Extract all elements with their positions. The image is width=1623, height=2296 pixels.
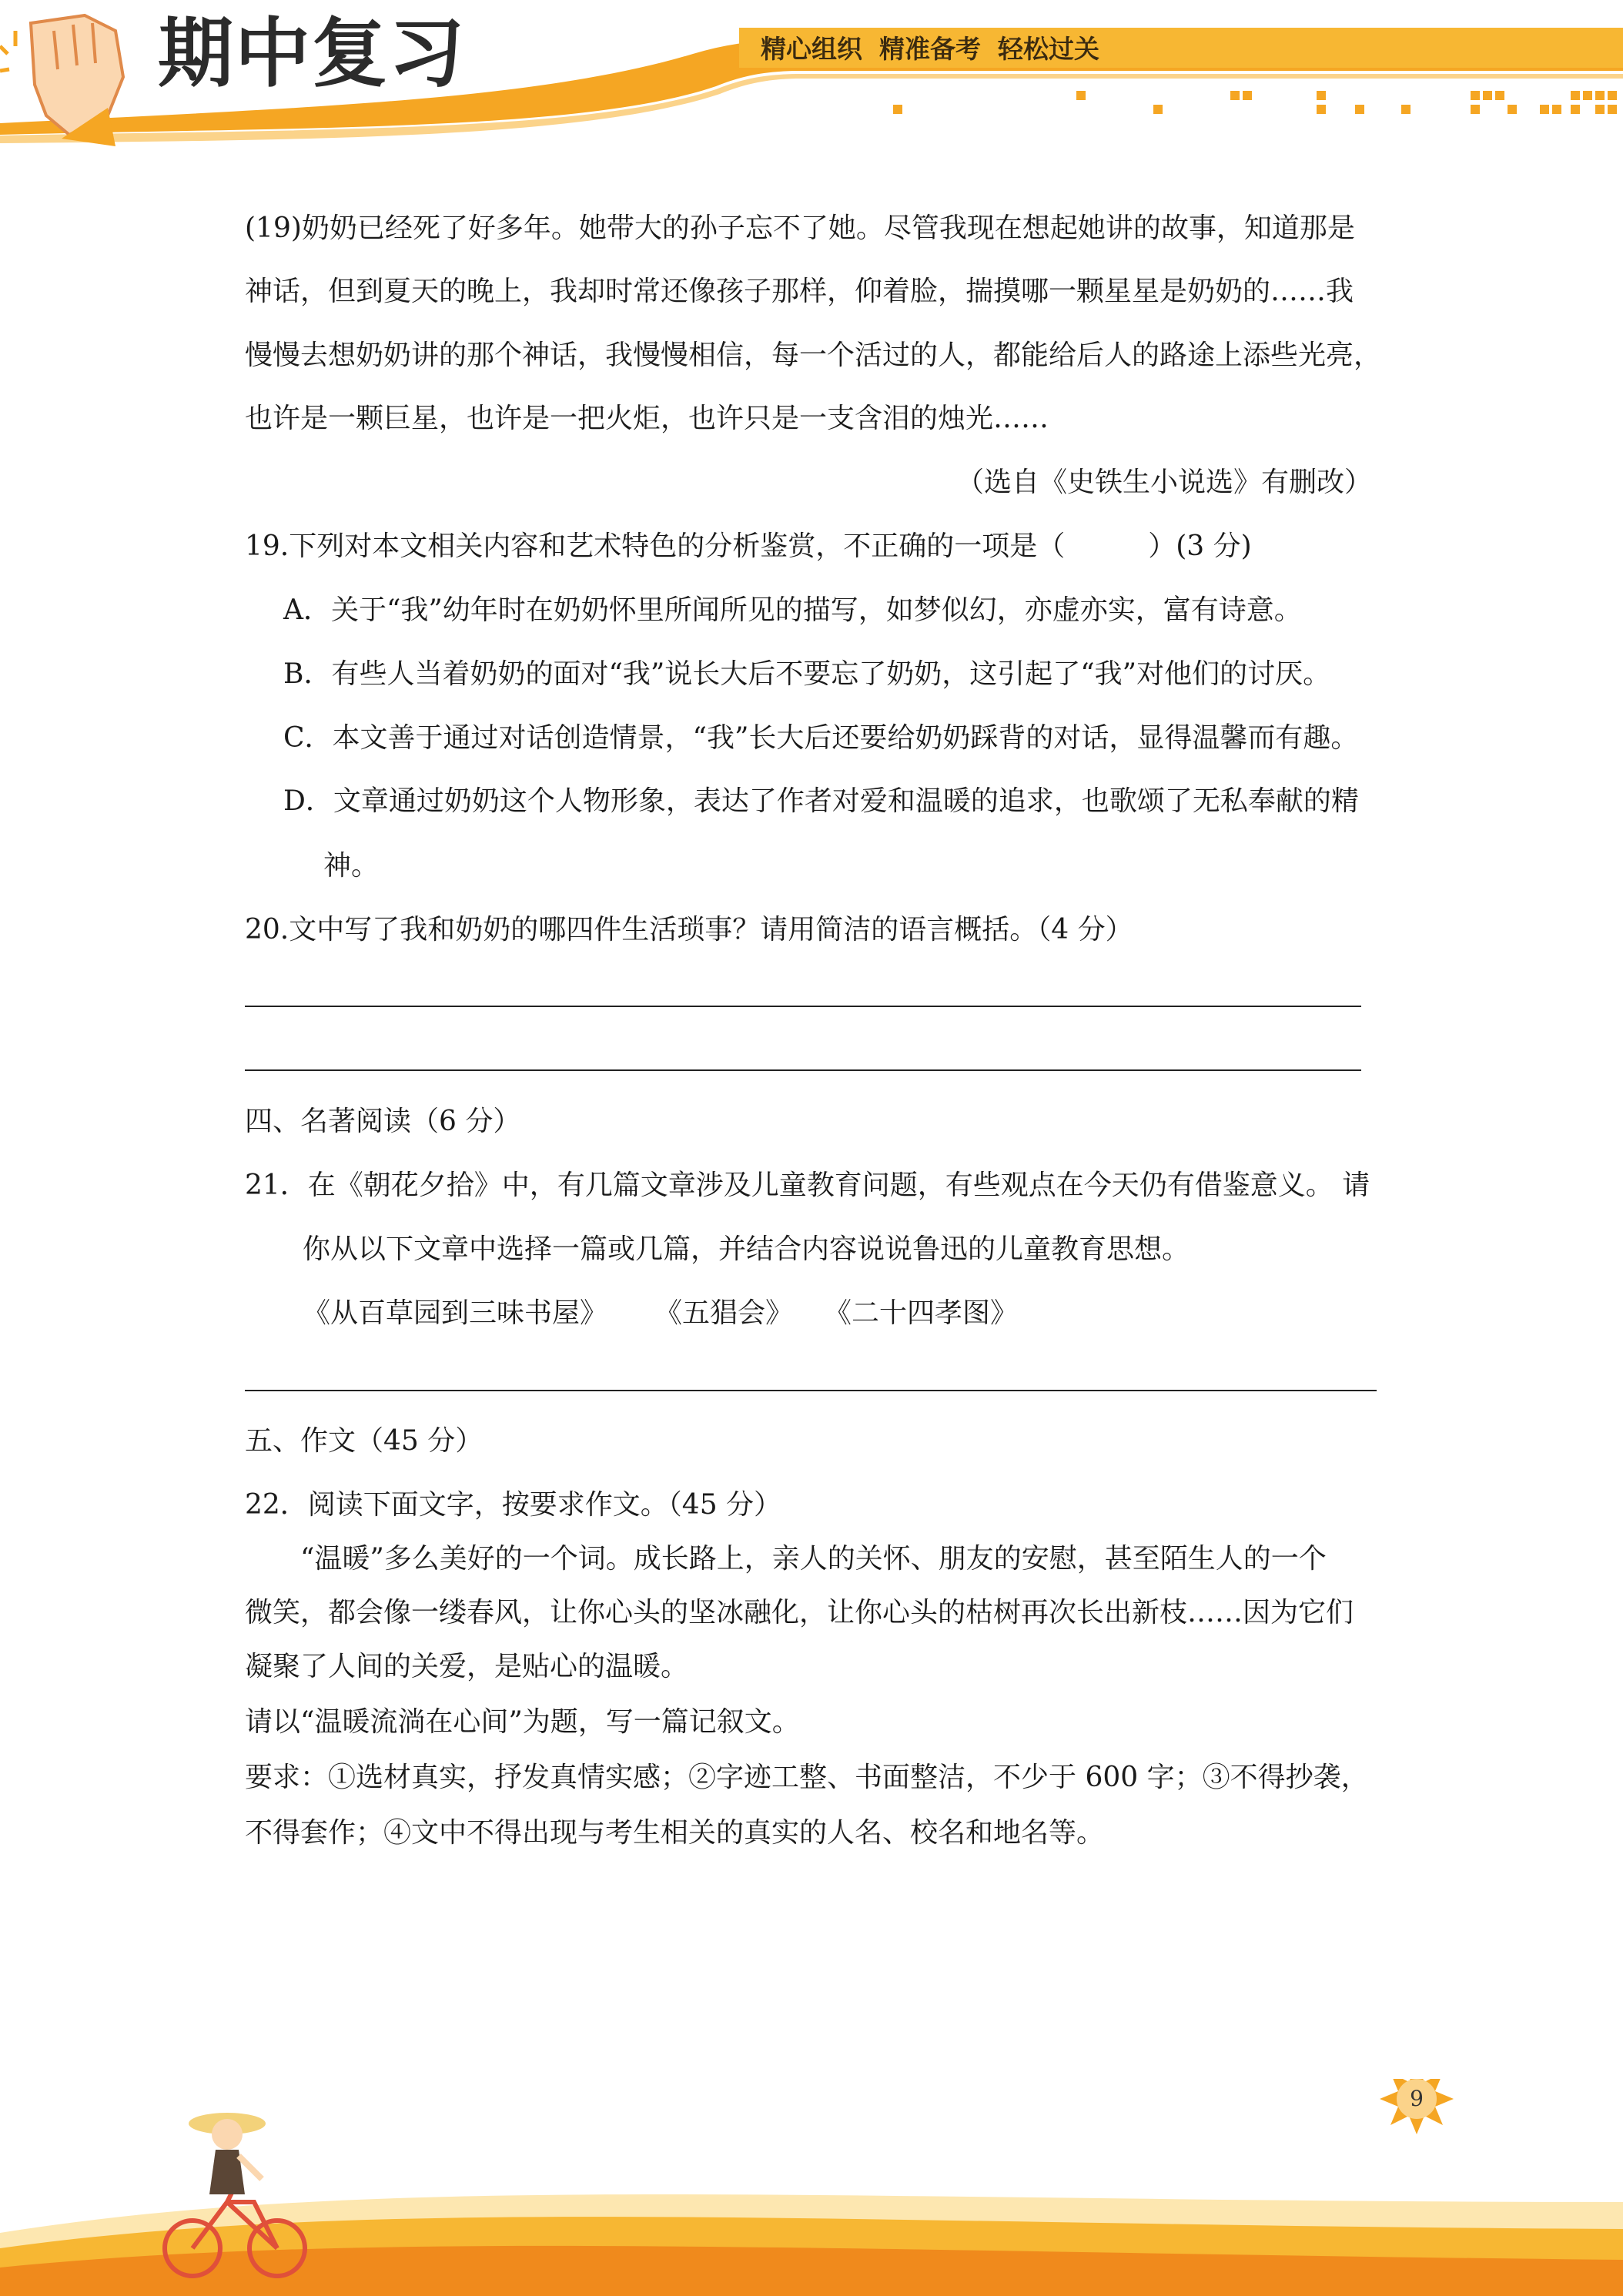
passage-line: (19)奶奶已经死了好多年。她带大的孙子忘不了她。尽管我现在想起她讲的故事，知道那是 bbox=[245, 213, 1355, 244]
footer-graphic bbox=[0, 2079, 1623, 2296]
question-19-option-d: D．文章通过奶奶这个人物形象，表达了作者对爱和温暖的追求，也歌颂了无私奉献的精 bbox=[283, 785, 1359, 817]
question-19-option-c: C．本文善于通过对话创造情景，“我”长大后还要给奶奶踩背的对话，显得温馨而有趣。 bbox=[283, 722, 1359, 754]
passage-source: （选自《史铁生小说选》有删改） bbox=[956, 467, 1373, 498]
prompt-line: 微笑，都会像一缕春风，让你心头的坚冰融化，让你心头的枯树再次长出新枝……因为它们 bbox=[245, 1597, 1354, 1628]
answer-line[interactable] bbox=[245, 1390, 1377, 1391]
question-21-line: 21．在《朝花夕拾》中，有几篇文章涉及儿童教育问题，有些观点在今天仍有借鉴意义。 请 bbox=[245, 1170, 1370, 1201]
passage-line: 慢慢去想奶奶讲的那个神话，我慢慢相信，每一个活过的人，都能给后人的路途上添些光亮， bbox=[245, 340, 1382, 371]
slogan-item: 精心组织 bbox=[761, 34, 862, 64]
passage-line: 神话，但到夏天的晚上，我却时常还像孩子那样，仰着脸，揣摸哪一颗星星是奶奶的……我 bbox=[245, 276, 1354, 307]
question-19-option-a: A．关于“我”幼年时在奶奶怀里所闻所见的描写，如梦似幻，亦虚亦实，富有诗意。 bbox=[283, 594, 1302, 626]
page-header bbox=[0, 0, 1623, 154]
question-19-option-b: B．有些人当着奶奶的面对“我”说长大后不要忘了奶奶，这引起了“我”对他们的讨厌。 bbox=[283, 658, 1331, 690]
question-19-stem: 19.下列对本文相关内容和艺术特色的分析鉴赏，不正确的一项是（ ）(3 分) bbox=[245, 530, 1252, 562]
header-slogan bbox=[761, 32, 1116, 66]
answer-line[interactable] bbox=[245, 1006, 1361, 1007]
book-title: 《五猖会》 bbox=[654, 1297, 794, 1329]
header-title: 期中复习 bbox=[158, 10, 467, 98]
requirements-line: 不得套作；④文中不得出现与考生相关的真实的人名、校名和地名等。 bbox=[245, 1817, 1105, 1849]
page-number: 9 bbox=[1410, 2086, 1424, 2111]
section-4-heading: 四、名著阅读（6 分） bbox=[245, 1106, 521, 1137]
section-5-heading: 五、作文（45 分） bbox=[245, 1425, 484, 1457]
question-19-option-d-cont: 神。 bbox=[323, 850, 380, 882]
passage-line: 也许是一颗巨星，也许是一把火炬，也许只是一支含泪的烛光…… bbox=[245, 403, 1049, 434]
writing-task: 请以“温暖流淌在心间”为题，写一篇记叙文。 bbox=[245, 1706, 800, 1738]
answer-line[interactable] bbox=[245, 1069, 1361, 1071]
slogan-item: 精准备考 bbox=[879, 34, 981, 64]
prompt-line: 凝聚了人间的关爱，是贴心的温暖。 bbox=[245, 1651, 689, 1682]
page-footer bbox=[0, 2079, 1623, 2296]
question-20-stem: 20.文中写了我和奶奶的哪四件生活琐事？请用简洁的语言概括。（4 分） bbox=[245, 914, 1133, 946]
book-title: 《二十四孝图》 bbox=[824, 1297, 1019, 1329]
book-title: 《从百草园到三味书屋》 bbox=[303, 1297, 608, 1329]
requirements-line: 要求：①选材真实，抒发真情实感；②字迹工整、书面整洁，不少于 600 字；③不得抄袭， bbox=[245, 1762, 1369, 1793]
question-22-stem: 22．阅读下面文字，按要求作文。（45 分） bbox=[245, 1489, 782, 1521]
question-21-line: 你从以下文章中选择一篇或几篇，并结合内容说说鲁迅的儿童教育思想。 bbox=[303, 1233, 1190, 1265]
slogan-item: 轻松过关 bbox=[998, 34, 1099, 64]
prompt-line: “温暖”多么美好的一个词。成长路上，亲人的关怀、朋友的安慰，甚至陌生人的一个 bbox=[300, 1543, 1327, 1575]
